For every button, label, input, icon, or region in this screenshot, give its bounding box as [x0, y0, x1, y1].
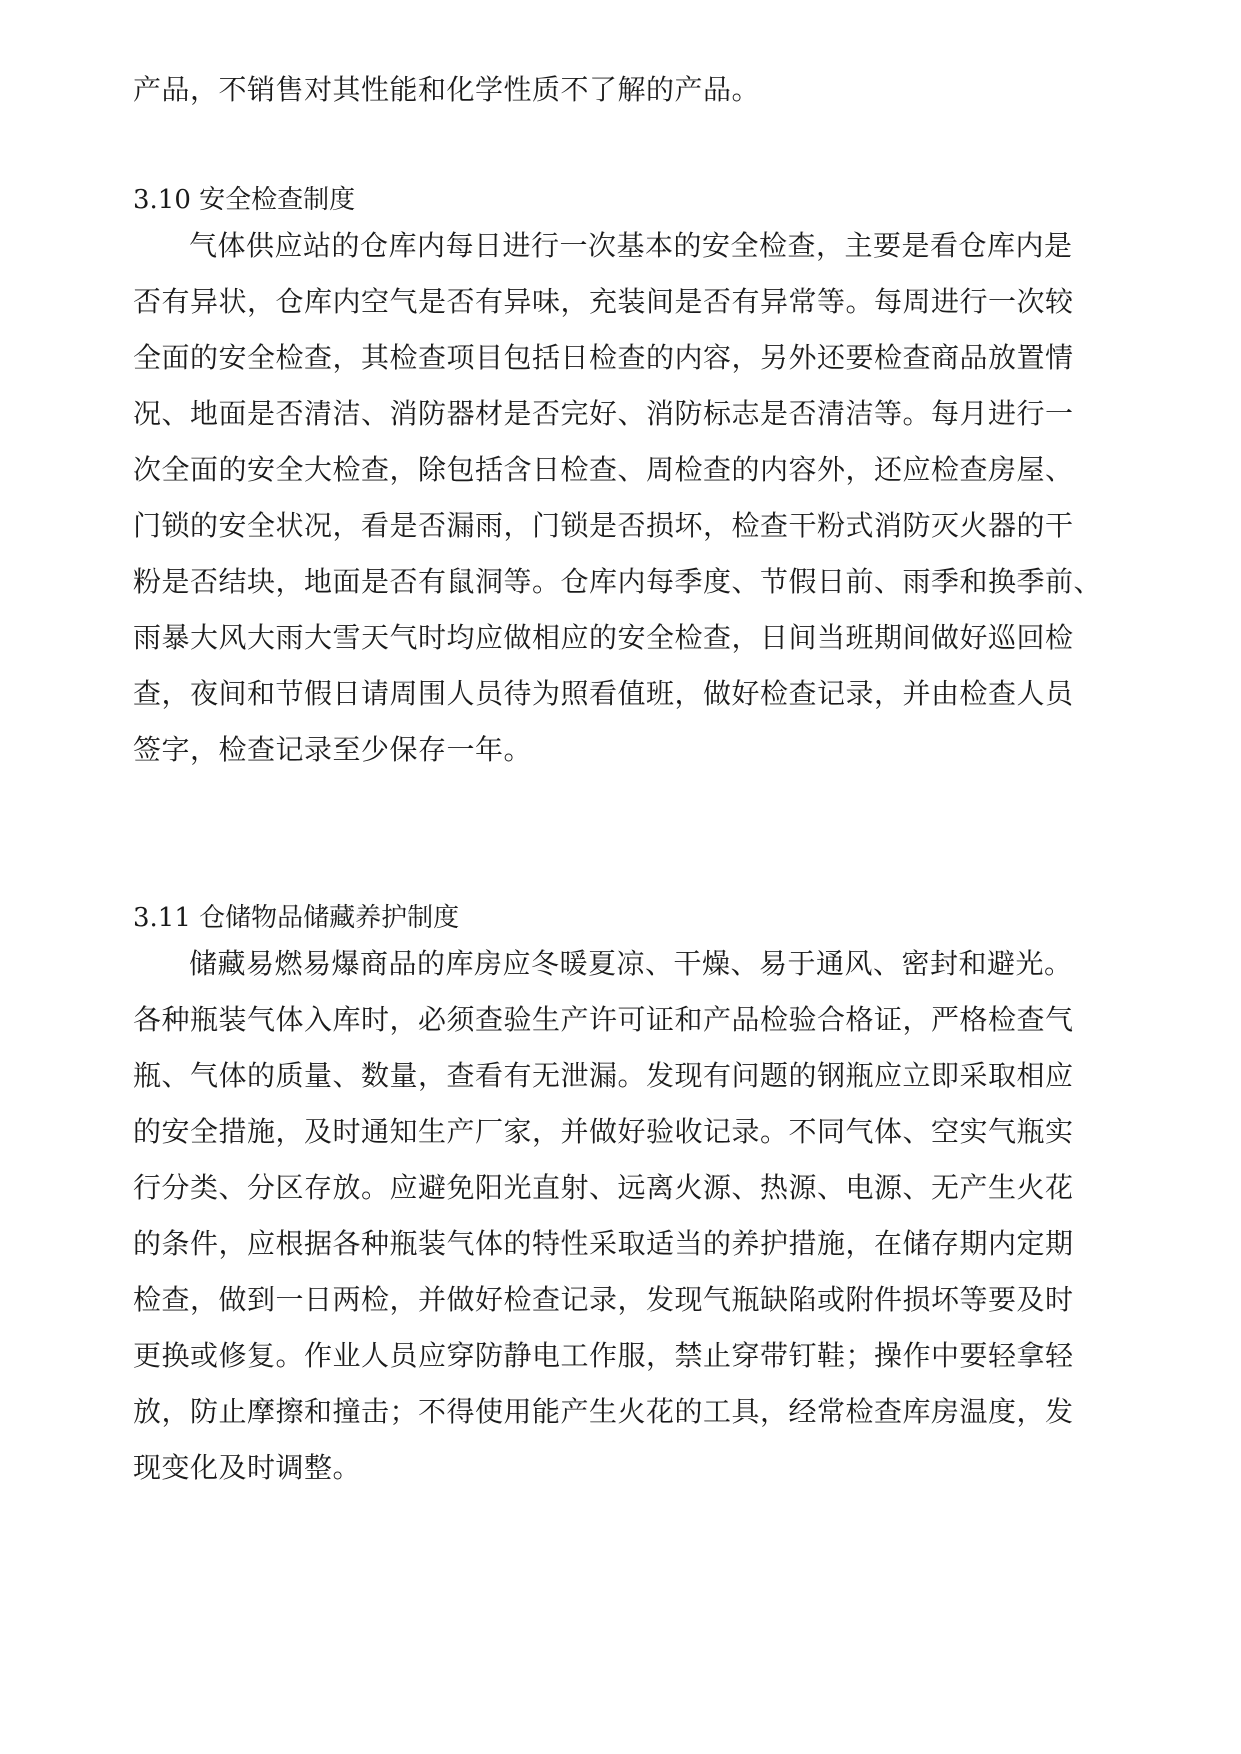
paragraph-line: 现变化及时调整。: [133, 1451, 362, 1484]
paragraph-line: 检查，做到一日两检，并做好检查记录，发现气瓶缺陷或附件损坏等要及时: [133, 1283, 1074, 1316]
paragraph-line: 签字，检查记录至少保存一年。: [133, 733, 533, 766]
paragraph-line: 门锁的安全状况，看是否漏雨，门锁是否损坏，检查干粉式消防灭火器的干: [133, 509, 1074, 542]
paragraph-line: 更换或修复。作业人员应穿防静电工作服，禁止穿带钉鞋；操作中要轻拿轻: [133, 1339, 1074, 1372]
paragraph-line: 全面的安全检查，其检查项目包括日检查的内容，另外还要检查商品放置情: [133, 341, 1074, 374]
paragraph-line: 气体供应站的仓库内每日进行一次基本的安全检查，主要是看仓库内是: [189, 229, 1073, 262]
paragraph-line: 储藏易燃易爆商品的库房应冬暖夏凉、干燥、易于通风、密封和避光。: [189, 947, 1073, 980]
paragraph-line: 的条件，应根据各种瓶装气体的特性采取适当的养护措施，在储存期内定期: [133, 1227, 1074, 1260]
paragraph-line: 的安全措施，及时通知生产厂家，并做好验收记录。不同气体、空实气瓶实: [133, 1115, 1074, 1148]
paragraph-line: 查，夜间和节假日请周围人员待为照看值班，做好检查记录，并由检查人员: [133, 677, 1074, 710]
section-heading-3-11: 3.11 仓储物品储藏养护制度: [133, 903, 460, 933]
paragraph-line: 放，防止摩擦和撞击；不得使用能产生火花的工具，经常检查库房温度，发: [133, 1395, 1074, 1428]
paragraph-line: 瓶、气体的质量、数量，查看有无泄漏。发现有问题的钢瓶应立即采取相应: [133, 1059, 1074, 1092]
paragraph-line: 行分类、分区存放。应避免阳光直射、远离火源、热源、电源、无产生火花: [133, 1171, 1074, 1204]
section-heading-3-10: 3.10 安全检查制度: [133, 185, 356, 215]
paragraph-line: 否有异状，仓库内空气是否有异味，充装间是否有异常等。每周进行一次较: [133, 285, 1074, 318]
paragraph-line: 雨暴大风大雨大雪天气时均应做相应的安全检查，日间当班期间做好巡回检: [133, 621, 1074, 654]
paragraph-line: 各种瓶装气体入库时，必须查验生产许可证和产品检验合格证，严格检查气: [133, 1003, 1074, 1036]
paragraph-line: 况、地面是否清洁、消防器材是否完好、消防标志是否清洁等。每月进行一: [133, 397, 1074, 430]
paragraph-line: 产品，不销售对其性能和化学性质不了解的产品。: [133, 73, 761, 106]
paragraph-line: 粉是否结块，地面是否有鼠洞等。仓库内每季度、节假日前、雨季和换季前、: [133, 565, 1103, 598]
paragraph-line: 次全面的安全大检查，除包括含日检查、周检查的内容外，还应检查房屋、: [133, 453, 1074, 486]
